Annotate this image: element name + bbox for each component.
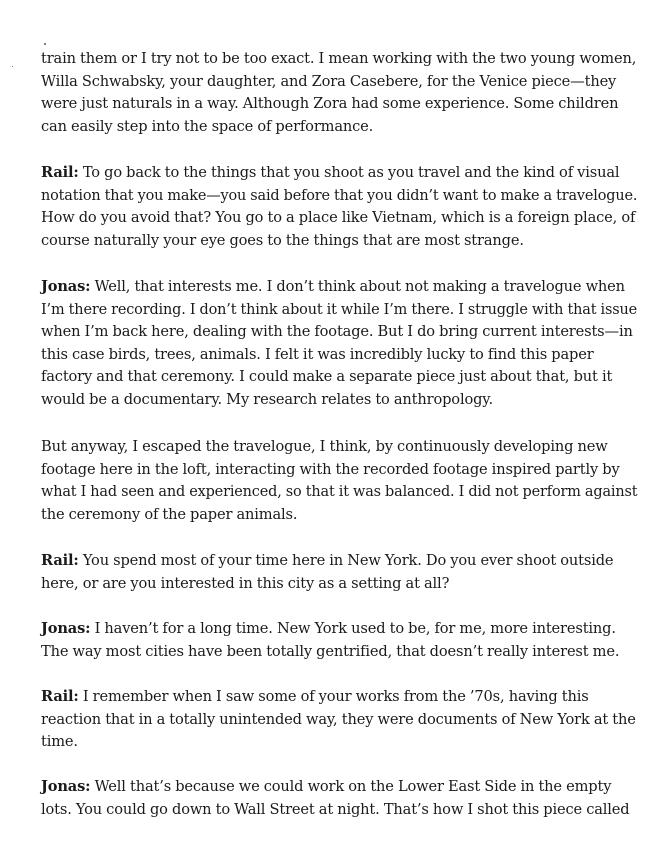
text-line: time. xyxy=(41,733,78,751)
text-line: the ceremony of the paper animals. xyxy=(41,505,298,523)
text-line: what I had seen and experienced, so that it was balanced. I did not perform against xyxy=(41,483,638,501)
interview-answer xyxy=(41,276,637,412)
interview-question xyxy=(41,550,637,595)
text-line: course naturally your eye goes to the things that are most strange. xyxy=(41,231,524,249)
scan-speck xyxy=(44,43,46,45)
text-line: can easily step into the space of performance. xyxy=(41,117,374,135)
text-line: I’m there recording. I don’t think about it while I’m there. I struggle with that issue xyxy=(41,300,638,318)
interview-question xyxy=(41,162,637,252)
text-line: Willa Schwabsky, your daughter, and Zora Casebere, for the Venice piece—they xyxy=(41,72,617,90)
text-line-content: Well, that interests me. I don’t think about not making a travelogue when xyxy=(90,278,625,295)
text-line: lots. You could go down to Wall Street at night. That’s how I shot this piece called xyxy=(41,800,630,818)
text-line: reaction that in a totally unintended way, they were documents of New York at the xyxy=(41,710,636,728)
text-line: here, or are you interested in this city as a setting at all? xyxy=(41,574,450,592)
text-line-content: To go back to the things that you shoot as you travel and the kind of visual xyxy=(78,164,620,181)
text-line: factory and that ceremony. I could make a separate piece just about that, but it xyxy=(41,368,613,386)
paragraph xyxy=(41,436,637,526)
text-line xyxy=(41,550,637,573)
speaker-label: Jonas: xyxy=(41,278,91,295)
text-line xyxy=(41,686,637,709)
text-line xyxy=(41,618,637,641)
speaker-label: Rail: xyxy=(41,688,79,705)
paragraph xyxy=(41,48,637,138)
interview-answer xyxy=(41,776,637,821)
speaker-label: Jonas: xyxy=(41,620,91,637)
interview-question xyxy=(41,686,637,754)
text-line: The way most cities have been totally gentrified, that doesn’t really interest me. xyxy=(41,642,620,660)
text-line: But anyway, I escaped the travelogue, I think, by continuously developing new xyxy=(41,438,608,455)
text-line: were just naturals in a way. Although Zora had some experience. Some children xyxy=(41,95,619,113)
text-line: when I’m back here, dealing with the footage. But I do bring current interests—in xyxy=(41,323,633,341)
speaker-label: Jonas: xyxy=(41,778,91,795)
text-line xyxy=(41,776,637,799)
text-line-content: I haven’t for a long time. New York used to be, for me, more interesting. xyxy=(90,620,616,637)
text-line: How do you avoid that? You go to a place like Vietnam, which is a foreign place, of xyxy=(41,209,636,227)
speaker-label: Rail: xyxy=(41,552,79,569)
text-line xyxy=(41,276,637,299)
text-line: footage here in the loft, interacting with the recorded footage inspired partly by xyxy=(41,460,620,478)
interview-answer xyxy=(41,618,637,663)
scan-speck xyxy=(12,66,13,67)
text-line: this case birds, trees, animals. I felt it was incredibly lucky to find this paper xyxy=(41,345,594,363)
text-line-content: You spend most of your time here in New York. Do you ever shoot outside xyxy=(78,552,614,569)
text-line-content: I remember when I saw some of your works from the ’70s, having this xyxy=(78,688,589,705)
text-line: train them or I try not to be too exact. I mean working with the two young women, xyxy=(41,50,637,67)
text-line: notation that you make—you said before that you didn’t want to make a travelogue. xyxy=(41,186,638,204)
text-line: would be a documentary. My research relates to anthropology. xyxy=(41,390,493,408)
text-line xyxy=(41,162,637,185)
text-line-content: Well that’s because we could work on the Lower East Side in the empty xyxy=(90,778,612,795)
speaker-label: Rail: xyxy=(41,164,79,181)
